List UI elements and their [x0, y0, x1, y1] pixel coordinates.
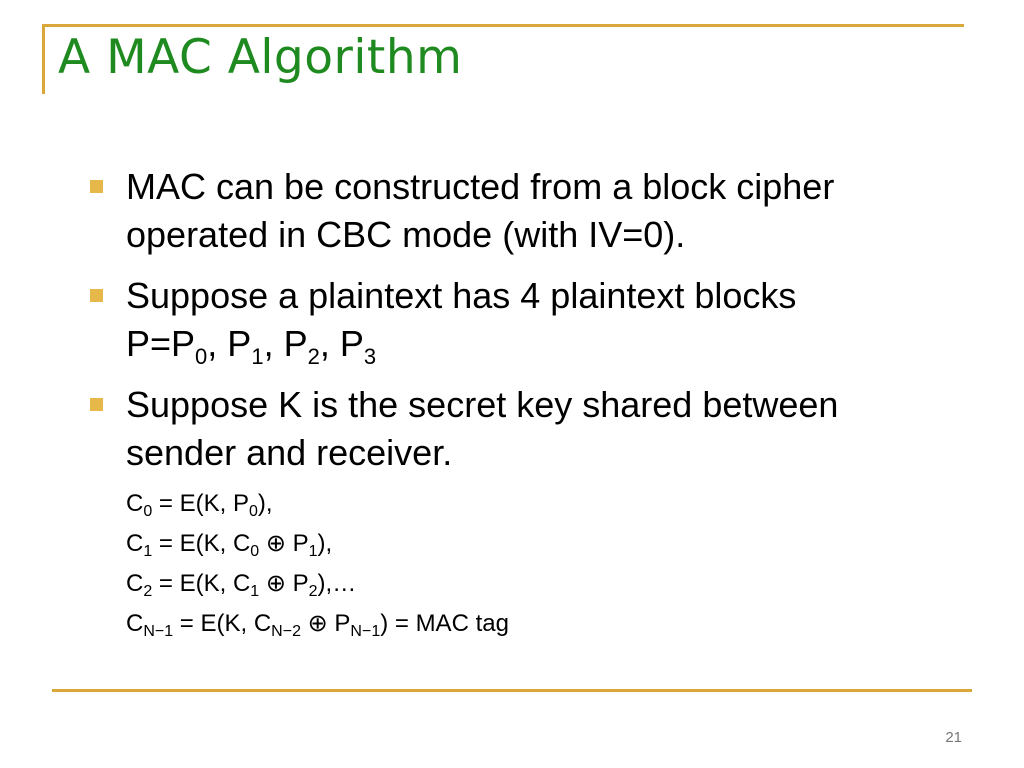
- bullet-item-plaintext: [86, 272, 966, 368]
- bullet-text-line: MAC can be constructed from a block cipher: [126, 166, 835, 207]
- bullet-list: [86, 163, 966, 490]
- page-number: 21: [945, 729, 962, 746]
- formula-list: [126, 484, 509, 644]
- formula-c0: $C_0 = E(K$, $P_0$),: [126, 490, 273, 520]
- square-bullet-icon: [90, 398, 103, 411]
- bullet-item-secret-key: [86, 381, 966, 477]
- slide-title: A MAC Algorithm: [58, 30, 463, 85]
- square-bullet-icon: [90, 180, 103, 193]
- left-rule: [42, 24, 45, 94]
- bottom-rule: [52, 689, 972, 692]
- square-bullet-icon: [90, 289, 103, 302]
- formula-c1: $C_1 = E(K$, $C_0$ ⊕ $P_1$),: [126, 530, 333, 560]
- bullet-item-cbc: [86, 163, 966, 259]
- formula-cn-1-mac-tag: $C_{N-1} = E(K$, $C_{N-2}$ ⊕ $P_{N-1}$) = MAC tag: [126, 610, 509, 640]
- bullet-text-line: operated in CBC mode (with IV=0).: [126, 214, 686, 255]
- bullet-text-line: Suppose K is the secret key shared between: [126, 384, 839, 425]
- bullet-text-line: $P=P_0$, $P_1$, $P_2$, $P_3$: [126, 323, 377, 369]
- top-rule: [42, 24, 964, 27]
- bullet-text-line: sender and receiver.: [126, 432, 453, 473]
- bullet-text-line: Suppose a plaintext has 4 plaintext blocks: [126, 275, 797, 316]
- formula-c2: $C_2 = E(K$, $C_1$ ⊕ $P_2),\dots$: [126, 570, 357, 600]
